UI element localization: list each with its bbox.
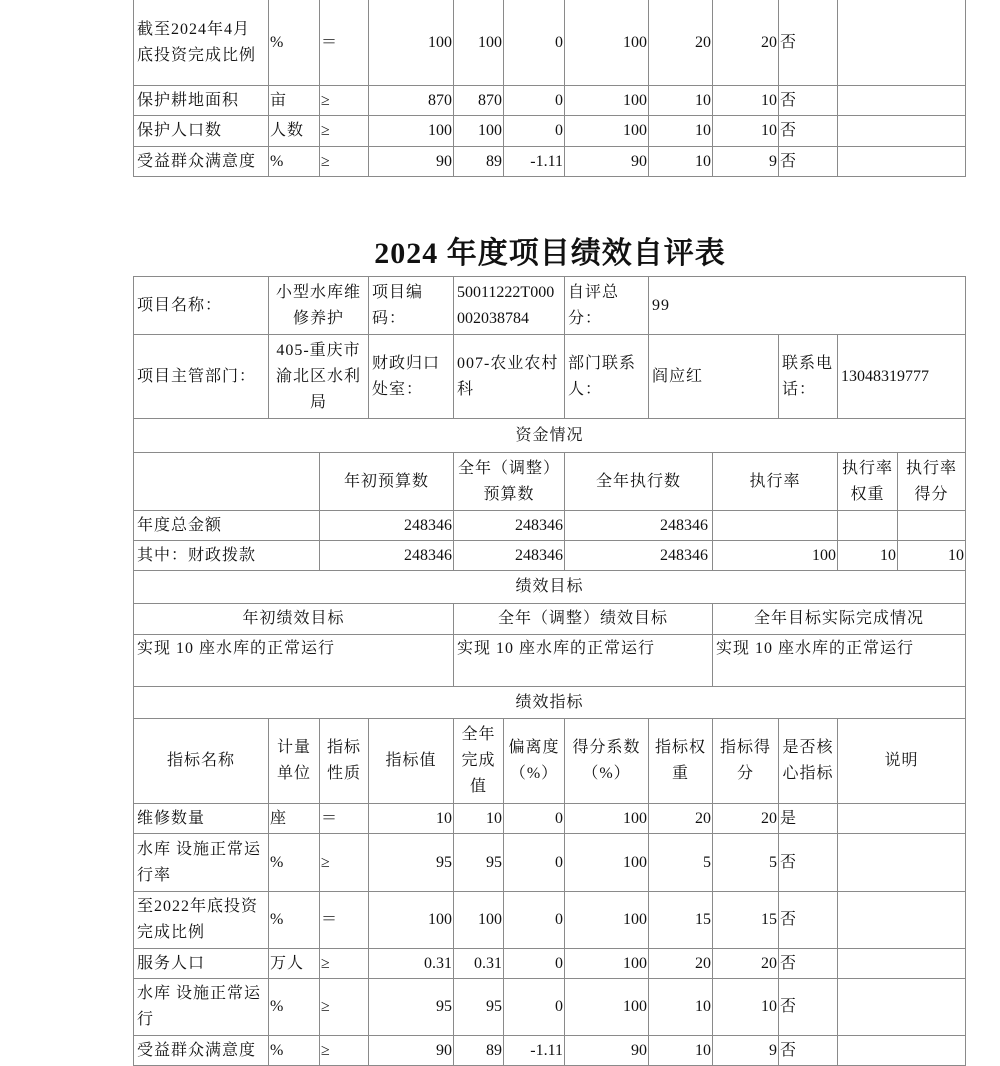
indicator-deviation: 0 [504,86,565,116]
indicator-weight: 10 [649,979,713,1036]
indicator-actual: 89 [454,147,504,177]
funds-initial: 248346 [320,511,454,541]
indicator-target: 90 [369,1036,454,1066]
indicator-target: 100 [369,892,454,949]
indicator-row [134,892,966,949]
indicator-coef: 100 [565,892,649,949]
indicator-deviation: 0 [504,892,565,949]
indicator-row [134,804,966,834]
goal-adjusted: 实现 10 座水库的正常运行 [454,635,713,687]
indicator-header: 全年完成值 [454,719,504,804]
project-code: 50011222T000002038784 [454,277,565,335]
indicator-weight: 5 [649,834,713,892]
indicator-note [838,892,966,949]
indicator-score: 15 [713,892,779,949]
indicator-core: 否 [779,147,838,177]
indicator-deviation: -1.11 [504,1036,565,1066]
indicator-name: 截至2024年4月底投资完成比例 [134,0,269,86]
indicator-note [838,116,966,147]
indicator-core: 否 [779,892,838,949]
indicator-core: 否 [779,86,838,116]
indicator-weight: 20 [649,949,713,979]
indicator-deviation: 0 [504,804,565,834]
indicator-unit: % [269,892,320,949]
indicator-header: 指标名称 [134,719,269,804]
indicator-row [134,979,966,1036]
indicator-header: 指标得分 [713,719,779,804]
funds-header: 执行率得分 [898,453,966,511]
indicator-weight: 20 [649,804,713,834]
indicator-actual: 100 [454,116,504,147]
info-row-project [134,277,966,335]
indicator-target: 95 [369,834,454,892]
indicator-score: 10 [713,979,779,1036]
indicator-coef: 90 [565,1036,649,1066]
indicator-nature: ≥ [320,949,369,979]
finance-office-label: 财政归口处室： [369,335,454,419]
indicator-unit: 亩 [269,86,320,116]
funds-executed: 248346 [565,511,713,541]
goals-header: 全年目标实际完成情况 [713,604,966,635]
indicator-actual: 89 [454,1036,504,1066]
self-score: 99 [649,277,966,335]
indicator-row [134,1036,966,1066]
indicator-actual: 100 [454,892,504,949]
indicator-nature: ≥ [320,834,369,892]
indicator-weight: 10 [649,86,713,116]
funds-header-row [134,453,966,511]
indicator-score: 20 [713,0,779,86]
funds-score: 10 [898,541,966,571]
funds-header: 执行率 [713,453,838,511]
funds-row [134,511,966,541]
indicator-header: 是否核心指标 [779,719,838,804]
contact: 阎应红 [649,335,779,419]
indicators-section-header: 绩效指标 [134,687,966,719]
indicator-deviation: 0 [504,979,565,1036]
indicator-weight: 15 [649,892,713,949]
page-title: 2024 年度项目绩效自评表 [374,237,726,270]
indicator-note [838,86,966,116]
goals-header: 全年（调整）绩效目标 [454,604,713,635]
indicator-name: 受益群众满意度 [134,1036,269,1066]
indicator-target: 95 [369,979,454,1036]
indicator-name: 水库 设施正常运行 [134,979,269,1036]
indicator-actual: 95 [454,834,504,892]
indicator-score: 20 [713,804,779,834]
indicator-header: 指标权重 [649,719,713,804]
funds-initial: 248346 [320,541,454,571]
indicator-actual: 10 [454,804,504,834]
indicator-actual: 100 [454,0,504,86]
indicator-header: 计量单位 [269,719,320,804]
funds-section-header: 资金情况 [134,419,966,453]
indicator-coef: 100 [565,86,649,116]
funds-header: 全年执行数 [565,453,713,511]
funds-row-label: 其中：财政拨款 [134,541,320,571]
indicator-name: 保护耕地面积 [134,86,269,116]
funds-row [134,541,966,571]
indicator-score: 9 [713,1036,779,1066]
indicator-note [838,834,966,892]
indicator-header: 指标性质 [320,719,369,804]
funds-header-blank [134,453,320,511]
indicator-table-continued [133,0,966,177]
goals-value-row [134,635,966,687]
indicator-note [838,1036,966,1066]
indicator-target: 870 [369,86,454,116]
finance-office: 007-农业农村科 [454,335,565,419]
indicator-target: 10 [369,804,454,834]
indicator-unit: % [269,0,320,86]
indicator-deviation: 0 [504,116,565,147]
indicator-coef: 90 [565,147,649,177]
indicator-core: 否 [779,949,838,979]
indicator-weight: 10 [649,147,713,177]
funds-executed: 248346 [565,541,713,571]
phone: 13048319777 [838,335,966,419]
indicator-unit: % [269,147,320,177]
indicator-coef: 100 [565,804,649,834]
indicator-unit: % [269,834,320,892]
goals-header-row [134,604,966,635]
indicator-core: 否 [779,1036,838,1066]
funds-weight [838,511,898,541]
funds-weight: 10 [838,541,898,571]
indicator-deviation: 0 [504,834,565,892]
indicator-unit: % [269,979,320,1036]
dept: 405-重庆市渝北区水利局 [269,335,369,419]
indicator-row [134,116,966,147]
indicator-nature: ＝ [320,804,369,834]
funds-header: 年初预算数 [320,453,454,511]
indicator-core: 是 [779,804,838,834]
funds-adjusted: 248346 [454,511,565,541]
indicator-nature: ≥ [320,147,369,177]
indicator-nature: ＝ [320,892,369,949]
indicator-name: 受益群众满意度 [134,147,269,177]
indicator-actual: 95 [454,979,504,1036]
indicator-coef: 100 [565,116,649,147]
funds-header: 全年（调整）预算数 [454,453,565,511]
indicator-row [134,949,966,979]
indicator-row [134,147,966,177]
indicator-row [134,0,966,86]
indicator-coef: 100 [565,834,649,892]
indicator-weight: 20 [649,0,713,86]
project-code-label: 项目编码： [369,277,454,335]
indicator-actual: 0.31 [454,949,504,979]
goal-actual: 实现 10 座水库的正常运行 [713,635,966,687]
indicator-target: 0.31 [369,949,454,979]
goals-section-header: 绩效目标 [134,571,966,604]
project-name: 小型水库维修养护 [269,277,369,335]
goal-initial: 实现 10 座水库的正常运行 [134,635,454,687]
indicator-score: 5 [713,834,779,892]
funds-rate [713,511,838,541]
indicator-row [134,834,966,892]
indicator-name: 保护人口数 [134,116,269,147]
indicator-note [838,949,966,979]
info-row-department [134,335,966,419]
indicator-deviation: 0 [504,0,565,86]
indicator-deviation: 0 [504,949,565,979]
indicator-nature: ＝ [320,0,369,86]
indicator-note [838,979,966,1036]
indicator-unit: 座 [269,804,320,834]
indicator-actual: 870 [454,86,504,116]
funds-row-label: 年度总金额 [134,511,320,541]
funds-adjusted: 248346 [454,541,565,571]
indicator-score: 10 [713,116,779,147]
indicator-header: 得分系数（%） [565,719,649,804]
indicator-weight: 10 [649,116,713,147]
indicator-coef: 100 [565,949,649,979]
indicator-name: 水库 设施正常运行率 [134,834,269,892]
performance-self-evaluation-table [133,276,966,1066]
indicator-coef: 100 [565,0,649,86]
indicator-core: 否 [779,979,838,1036]
indicator-name: 维修数量 [134,804,269,834]
indicator-core: 否 [779,834,838,892]
indicator-weight: 10 [649,1036,713,1066]
indicator-note [838,804,966,834]
indicator-nature: ≥ [320,979,369,1036]
indicator-core: 否 [779,0,838,86]
indicator-name: 服务人口 [134,949,269,979]
indicator-score: 20 [713,949,779,979]
indicator-target: 100 [369,0,454,86]
contact-label: 部门联系人： [565,335,649,419]
indicator-coef: 100 [565,979,649,1036]
goals-header: 年初绩效目标 [134,604,454,635]
indicator-target: 100 [369,116,454,147]
indicator-unit: 万人 [269,949,320,979]
indicator-header: 偏离度（%） [504,719,565,804]
indicator-header: 说明 [838,719,966,804]
indicator-name: 至2022年底投资完成比例 [134,892,269,949]
indicator-score: 10 [713,86,779,116]
indicator-target: 90 [369,147,454,177]
indicator-score: 9 [713,147,779,177]
indicator-core: 否 [779,116,838,147]
indicator-nature: ≥ [320,86,369,116]
indicator-deviation: -1.11 [504,147,565,177]
indicator-header: 指标值 [369,719,454,804]
self-score-label: 自评总分： [565,277,649,335]
indicator-unit: % [269,1036,320,1066]
indicator-unit: 人数 [269,116,320,147]
indicator-nature: ≥ [320,116,369,147]
indicator-note [838,0,966,86]
indicator-row [134,86,966,116]
funds-header: 执行率权重 [838,453,898,511]
funds-rate: 100 [713,541,838,571]
phone-label: 联系电话： [779,335,838,419]
indicator-nature: ≥ [320,1036,369,1066]
indicators-header-row [134,719,966,804]
funds-score [898,511,966,541]
indicator-note [838,147,966,177]
project-name-label: 项目名称： [134,277,269,335]
dept-label: 项目主管部门： [134,335,269,419]
